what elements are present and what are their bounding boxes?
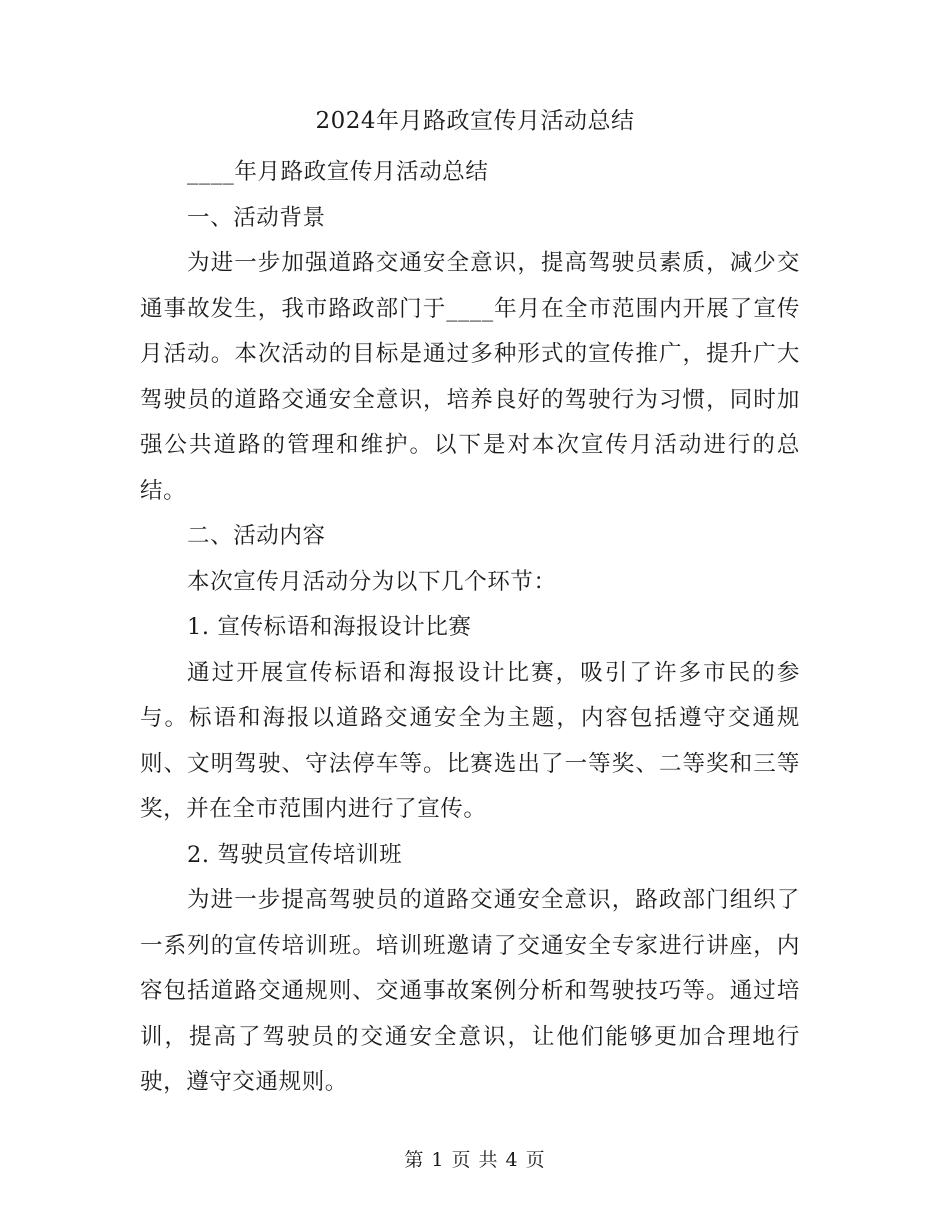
driver-training-paragraph: 为进一步提高驾驶员的道路交通安全意识，路政部门组织了一系列的宣传培训班。培训班邀请了交通安全专家进行讲座，内容包括道路交通规则、交通事故案例分析和驾驶技巧等。通过培训，提高了驾驶员的交通安全意识，让他们能够更加合理地行驶，遵守交通规则。 — [140, 887, 800, 1095]
item-heading-poster-contest: 1. 宣传标语和海报设计比赛 — [187, 614, 472, 640]
page-footer: 第 1 页 共 4 页 — [404, 1149, 546, 1171]
section-heading-background: 一、活动背景 — [187, 204, 326, 231]
document-body — [140, 150, 800, 1106]
background-paragraph: 为进一步加强道路交通安全意识，提高驾驶员素质，减少交通事故发生，我市路政部门于____年月在全市范围内开展了宣传月活动。本次活动的目标是通过多种形式的宣传推广，提升广大驾驶员的道路交通安全意识，培养良好的驾驶行为习惯，同时加强公共道路的管理和维护。以下是对本次宣传月活动进行的总结。 — [140, 250, 800, 504]
content-intro-paragraph: 本次宣传月活动分为以下几个环节： — [187, 568, 557, 595]
poster-contest-paragraph: 通过开展宣传标语和海报设计比赛，吸引了许多市民的参与。标语和海报以道路交通安全为主题，内容包括遵守交通规则、文明驾驶、守法停车等。比赛选出了一等奖、二等奖和三等奖，并在全市范围内进行了宣传。 — [140, 659, 800, 822]
section-heading-content: 二、活动内容 — [187, 523, 326, 549]
document-title: 2024年月路政宣传月活动总结 — [315, 108, 635, 134]
subtitle-paragraph: ____年月路政宣传月活动总结 — [187, 159, 489, 185]
item-heading-driver-training: 2. 驾驶员宣传培训班 — [187, 841, 403, 868]
